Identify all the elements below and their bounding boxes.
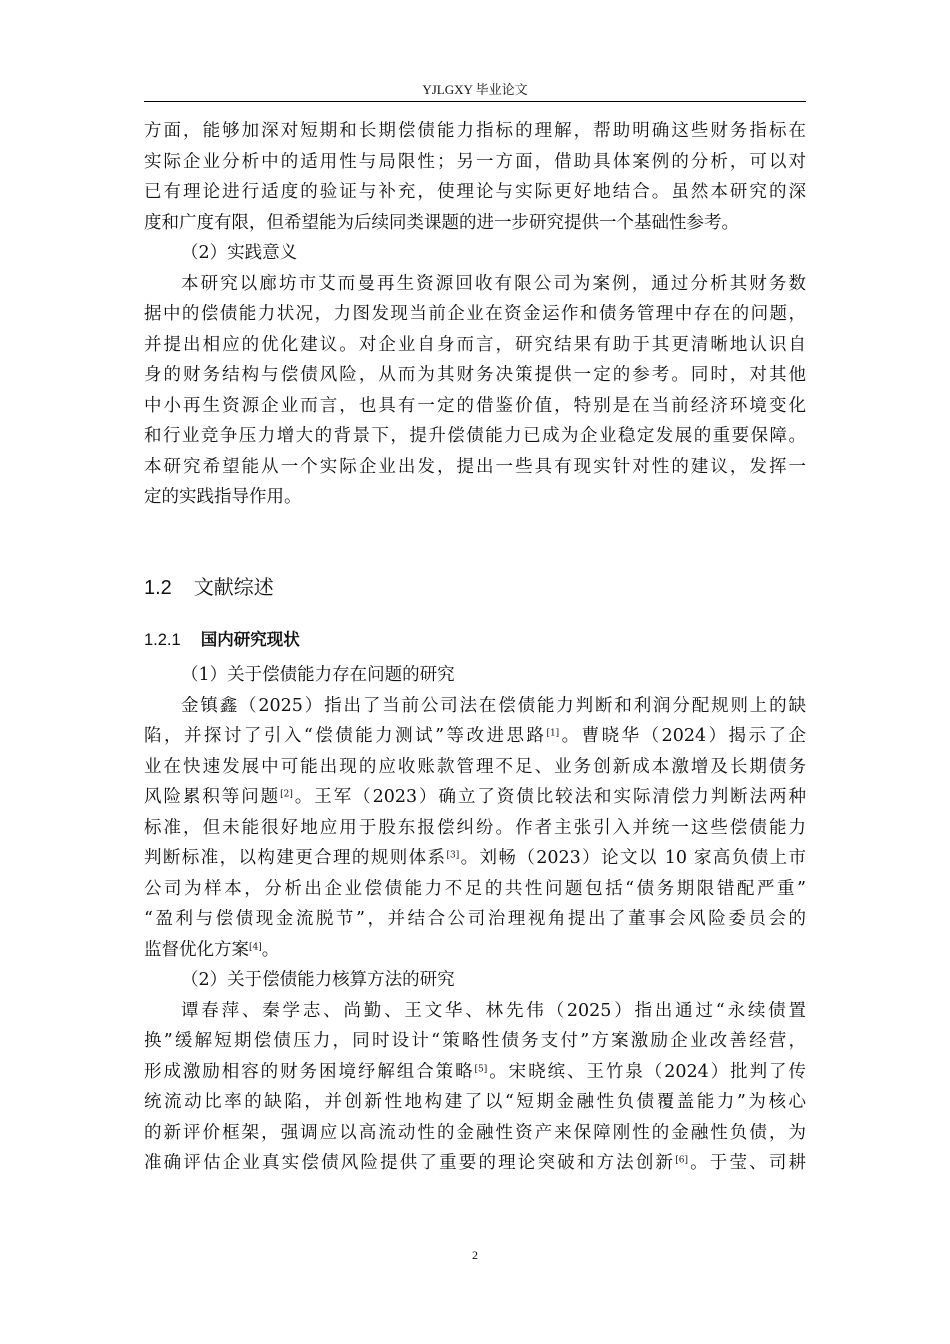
body-line: 陷，并探讨了引入“偿债能力测试”等改进思路[1]。曹晓华（2024）揭示了企 — [144, 726, 806, 746]
body-line: 的新评价框架，强调应以高流动性的金融性资产来保障刚性的金融性负债，为 — [144, 1122, 806, 1143]
header-rule — [144, 101, 806, 102]
body-line: 金镇鑫（2025）指出了当前公司法在偿债能力判断和利润分配规则上的缺 — [181, 695, 806, 716]
body-line: 实际企业分析中的适用性与局限性；另一方面，借助具体案例的分析，可以对 — [144, 151, 806, 172]
body-line: 谭春萍、秦学志、尚勤、王文华、林先伟（2025）指出通过“永续债置 — [181, 1000, 806, 1021]
body-line: 公司为样本，分析出企业偿债能力不足的共性问题包括“债务期限错配严重” — [144, 878, 806, 899]
citation-ref: [5] — [474, 1064, 488, 1075]
citation-ref: [2] — [280, 789, 293, 800]
subheading-practice: （2）实践意义 — [181, 243, 298, 263]
body-line: 监督优化方案[4]。 — [144, 939, 280, 960]
body-line: 度和广度有限，但希望能为后续同类课题的进一步研究提供一个基础性参考。 — [144, 212, 739, 233]
citation-ref: [4] — [249, 942, 262, 953]
body-line: 形成激励相容的财务困境纾解组合策略[5]。宋晓缤、王竹泉（2024）批判了传 — [144, 1061, 806, 1082]
body-line: 业在快速发展中可能出现的应收账款管理不足、业务创新成本激增及长期债务 — [144, 756, 806, 777]
topic-heading-2: （2）关于偿债能力核算方法的研究 — [181, 970, 455, 990]
body-line: 中小再生资源企业而言，也具有一定的借鉴价值，特别是在当前经济环境变化 — [144, 395, 806, 416]
body-section-1 — [144, 116, 806, 513]
section-title: 文献综述 — [193, 575, 274, 599]
citation-ref: [6] — [675, 1155, 688, 1166]
body-line: 并提出相应的优化建议。对企业自身而言，研究结果有助于其更清晰地认识自 — [144, 334, 806, 355]
page-number: 2 — [472, 1248, 478, 1262]
body-line: 统流动比率的缺陷，并创新性地构建了以“短期金融性负债覆盖能力”为核心 — [144, 1092, 806, 1112]
body-line: 标准，但未能很好地应用于股东报偿纠纷。作者主张引入并统一这些偿债能力 — [144, 817, 806, 838]
section-number: 1.2 — [144, 577, 172, 599]
body-line: 和行业竞争压力增大的背景下，提升偿债能力已成为企业稳定发展的重要保障。 — [144, 426, 806, 446]
body-line: 已有理论进行适度的验证与补充，使理论与实际更好地结合。虽然本研究的深 — [144, 182, 806, 202]
topic-heading-1: （1）关于偿债能力存在问题的研究 — [181, 665, 455, 685]
subsection-heading-1-2-1 — [144, 626, 300, 650]
running-header: YJLGXY 毕业论文 — [422, 82, 528, 97]
body-line: 判断标准，以构建更合理的规则体系[3]。刘畅（2023）论文以 10 家高负债上市 — [144, 848, 806, 868]
section-heading-1-2 — [144, 571, 274, 600]
subsection-number: 1.2.1 — [144, 631, 181, 649]
body-line: 方面，能够加深对短期和长期偿债能力指标的理解，帮助明确这些财务指标在 — [144, 121, 806, 141]
body-line: “盈利与偿债现金流脱节”，并结合公司治理视角提出了董事会风险委员会的 — [144, 909, 806, 929]
body-line: 换”缓解短期偿债压力，同时设计“策略性债务支付”方案激励企业改善经营， — [144, 1031, 806, 1051]
body-line: 准确评估企业真实偿债风险提供了重要的理论突破和方法创新[6]。于莹、司耕 — [144, 1153, 806, 1173]
citation-ref: [1] — [546, 728, 560, 739]
body-line: 本研究以廊坊市艾而曼再生资源回收有限公司为案例，通过分析其财务数 — [181, 273, 806, 294]
subsection-title: 国内研究现状 — [200, 630, 300, 649]
body-line: 定的实践指导作用。 — [144, 487, 302, 507]
body-line: 身的财务结构与偿债风险，从而为其财务决策提供一定的参考。同时，对其他 — [144, 365, 806, 385]
citation-ref: [3] — [446, 850, 460, 861]
body-line: 本研究希望能从一个实际企业出发，提出一些具有现实针对性的建议，发挥一 — [144, 456, 806, 477]
body-line: 据中的偿债能力状况，力图发现当前企业在资金运作和债务管理中存在的问题， — [144, 304, 806, 324]
body-section-2 — [144, 660, 806, 1179]
body-line: 风险累积等问题[2]。王军（2023）确立了资债比较法和实际清偿力判断法两种 — [144, 787, 806, 807]
